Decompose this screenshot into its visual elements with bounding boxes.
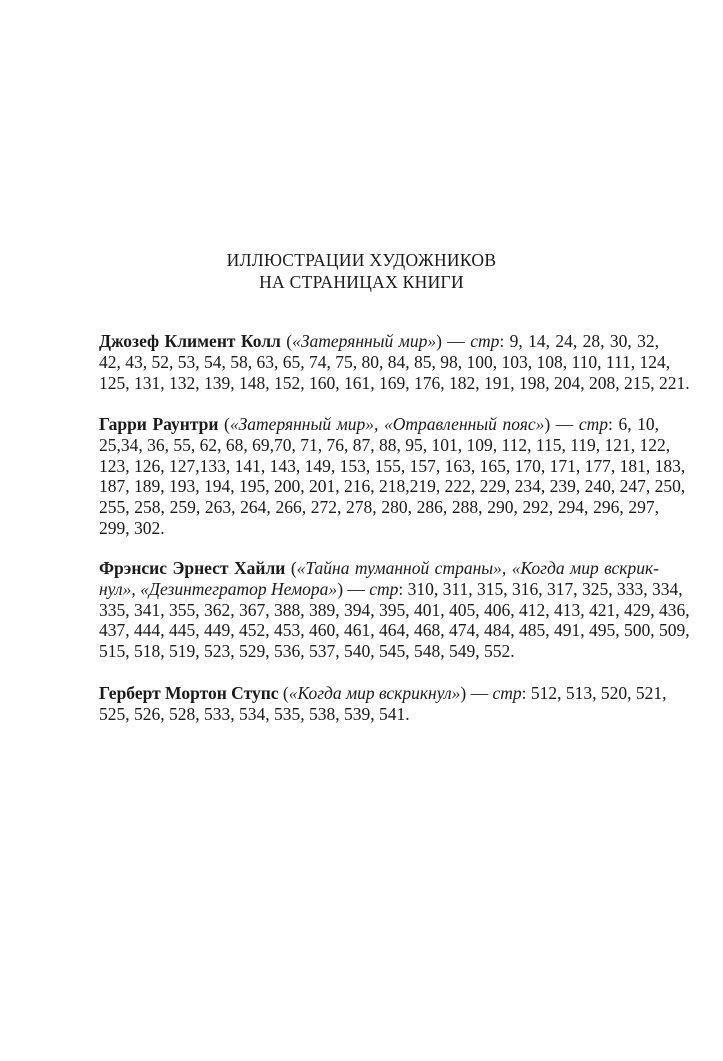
paren-close: ) — xyxy=(436,331,471,351)
entry-line xyxy=(99,331,659,352)
pages-label: стр xyxy=(369,578,399,599)
page-list-line: 437, 444, 445, 449, 452, 453, 460, 461, 464, 468, 474, 484, 485, 491, 495, 500, 509, xyxy=(99,620,690,641)
page-list-line: 335, 341, 355, 362, 367, 388, 389, 394, 395, 401, 405, 406, 412, 413, 421, 429, 436, xyxy=(99,599,690,620)
illustrator-name: Фрэнсис Эрнест Хайли xyxy=(99,558,286,578)
page-list-line: 25,34, 36, 55, 62, 68, 69,70, 71, 76, 87, 88, 95, 101, 109, 112, 115, 119, 121, 122, xyxy=(99,434,671,455)
illustrator-name: Герберт Мортон Ступс xyxy=(99,683,279,703)
paren-close: ) — xyxy=(544,414,579,434)
page-list: : 512, 513, 520, 521, xyxy=(521,683,667,703)
illustrator-name: Гарри Раунтри xyxy=(99,414,219,434)
entry-line xyxy=(99,414,659,435)
paren-close: ) — xyxy=(337,578,370,599)
page-list-line: 515, 518, 519, 523, 529, 536, 537, 540, 545, 548, 549, 552. xyxy=(99,641,515,662)
illustrator-entry-hiley xyxy=(99,558,690,662)
page-list-line: 525, 526, 528, 533, 534, 535, 538, 539, 541. xyxy=(99,703,410,724)
illustrator-name: Джозеф Климент Колл xyxy=(99,331,281,351)
paren-open: ( xyxy=(278,683,289,703)
entry-line xyxy=(99,578,683,600)
illustrator-entry-rountree xyxy=(99,414,686,539)
page-list-line: 299, 302. xyxy=(99,517,165,538)
illustrator-entry-koll xyxy=(99,331,690,393)
book-titles: «Затерянный мир», «Отравленный пояс» xyxy=(229,414,545,434)
entry-line xyxy=(99,558,659,579)
section-title-line-1: ИЛЛЮСТРАЦИИ ХУДОЖНИКОВ xyxy=(226,250,497,270)
paren-close: ) — xyxy=(460,683,493,703)
page-list: : 310, 311, 315, 316, 317, 325, 333, 334, xyxy=(398,578,683,599)
book-titles: «Когда мир вскрикнул» xyxy=(288,683,461,703)
paren-open: ( xyxy=(280,331,293,351)
page-list-line: 42, 43, 52, 53, 54, 58, 63, 65, 74, 75, 80, 84, 85, 98, 100, 103, 108, 110, 111, 124, xyxy=(99,351,671,372)
page-list-line: 125, 131, 132, 139, 148, 152, 160, 161, 169, 176, 182, 191, 198, 204, 208, 215, 221. xyxy=(99,372,690,393)
page-list-line: 123, 126, 127,133, 141, 143, 149, 153, 155, 157, 163, 165, 170, 171, 177, 181, 183, xyxy=(99,455,686,476)
book-titles: «Тайна туманной страны», «Когда мир вскрик- xyxy=(296,558,660,578)
pages-label: стр xyxy=(470,331,500,351)
page-list-line: 187, 189, 193, 194, 195, 200, 201, 216, 218,219, 222, 229, 234, 239, 240, 247, 250, xyxy=(99,476,686,497)
paren-open: ( xyxy=(218,414,230,434)
book-titles: нул», «Дезинтегратор Немора» xyxy=(99,578,338,599)
pages-label: стр xyxy=(578,414,609,434)
page-list: : 6, 10, xyxy=(608,414,660,434)
page-list-line: 255, 258, 259, 263, 264, 266, 272, 278, 280, 286, 288, 290, 292, 294, 296, 297, xyxy=(99,497,659,518)
paren-open: ( xyxy=(285,558,297,578)
pages-label: стр xyxy=(492,683,522,703)
book-titles: «Затерянный мир» xyxy=(292,331,437,351)
page-list: : 9, 14, 24, 28, 30, 32, xyxy=(499,331,660,351)
entry-line xyxy=(99,683,667,704)
section-title-line-2: НА СТРАНИЦАХ КНИГИ xyxy=(259,272,464,292)
illustrator-entry-stoops xyxy=(99,683,667,725)
